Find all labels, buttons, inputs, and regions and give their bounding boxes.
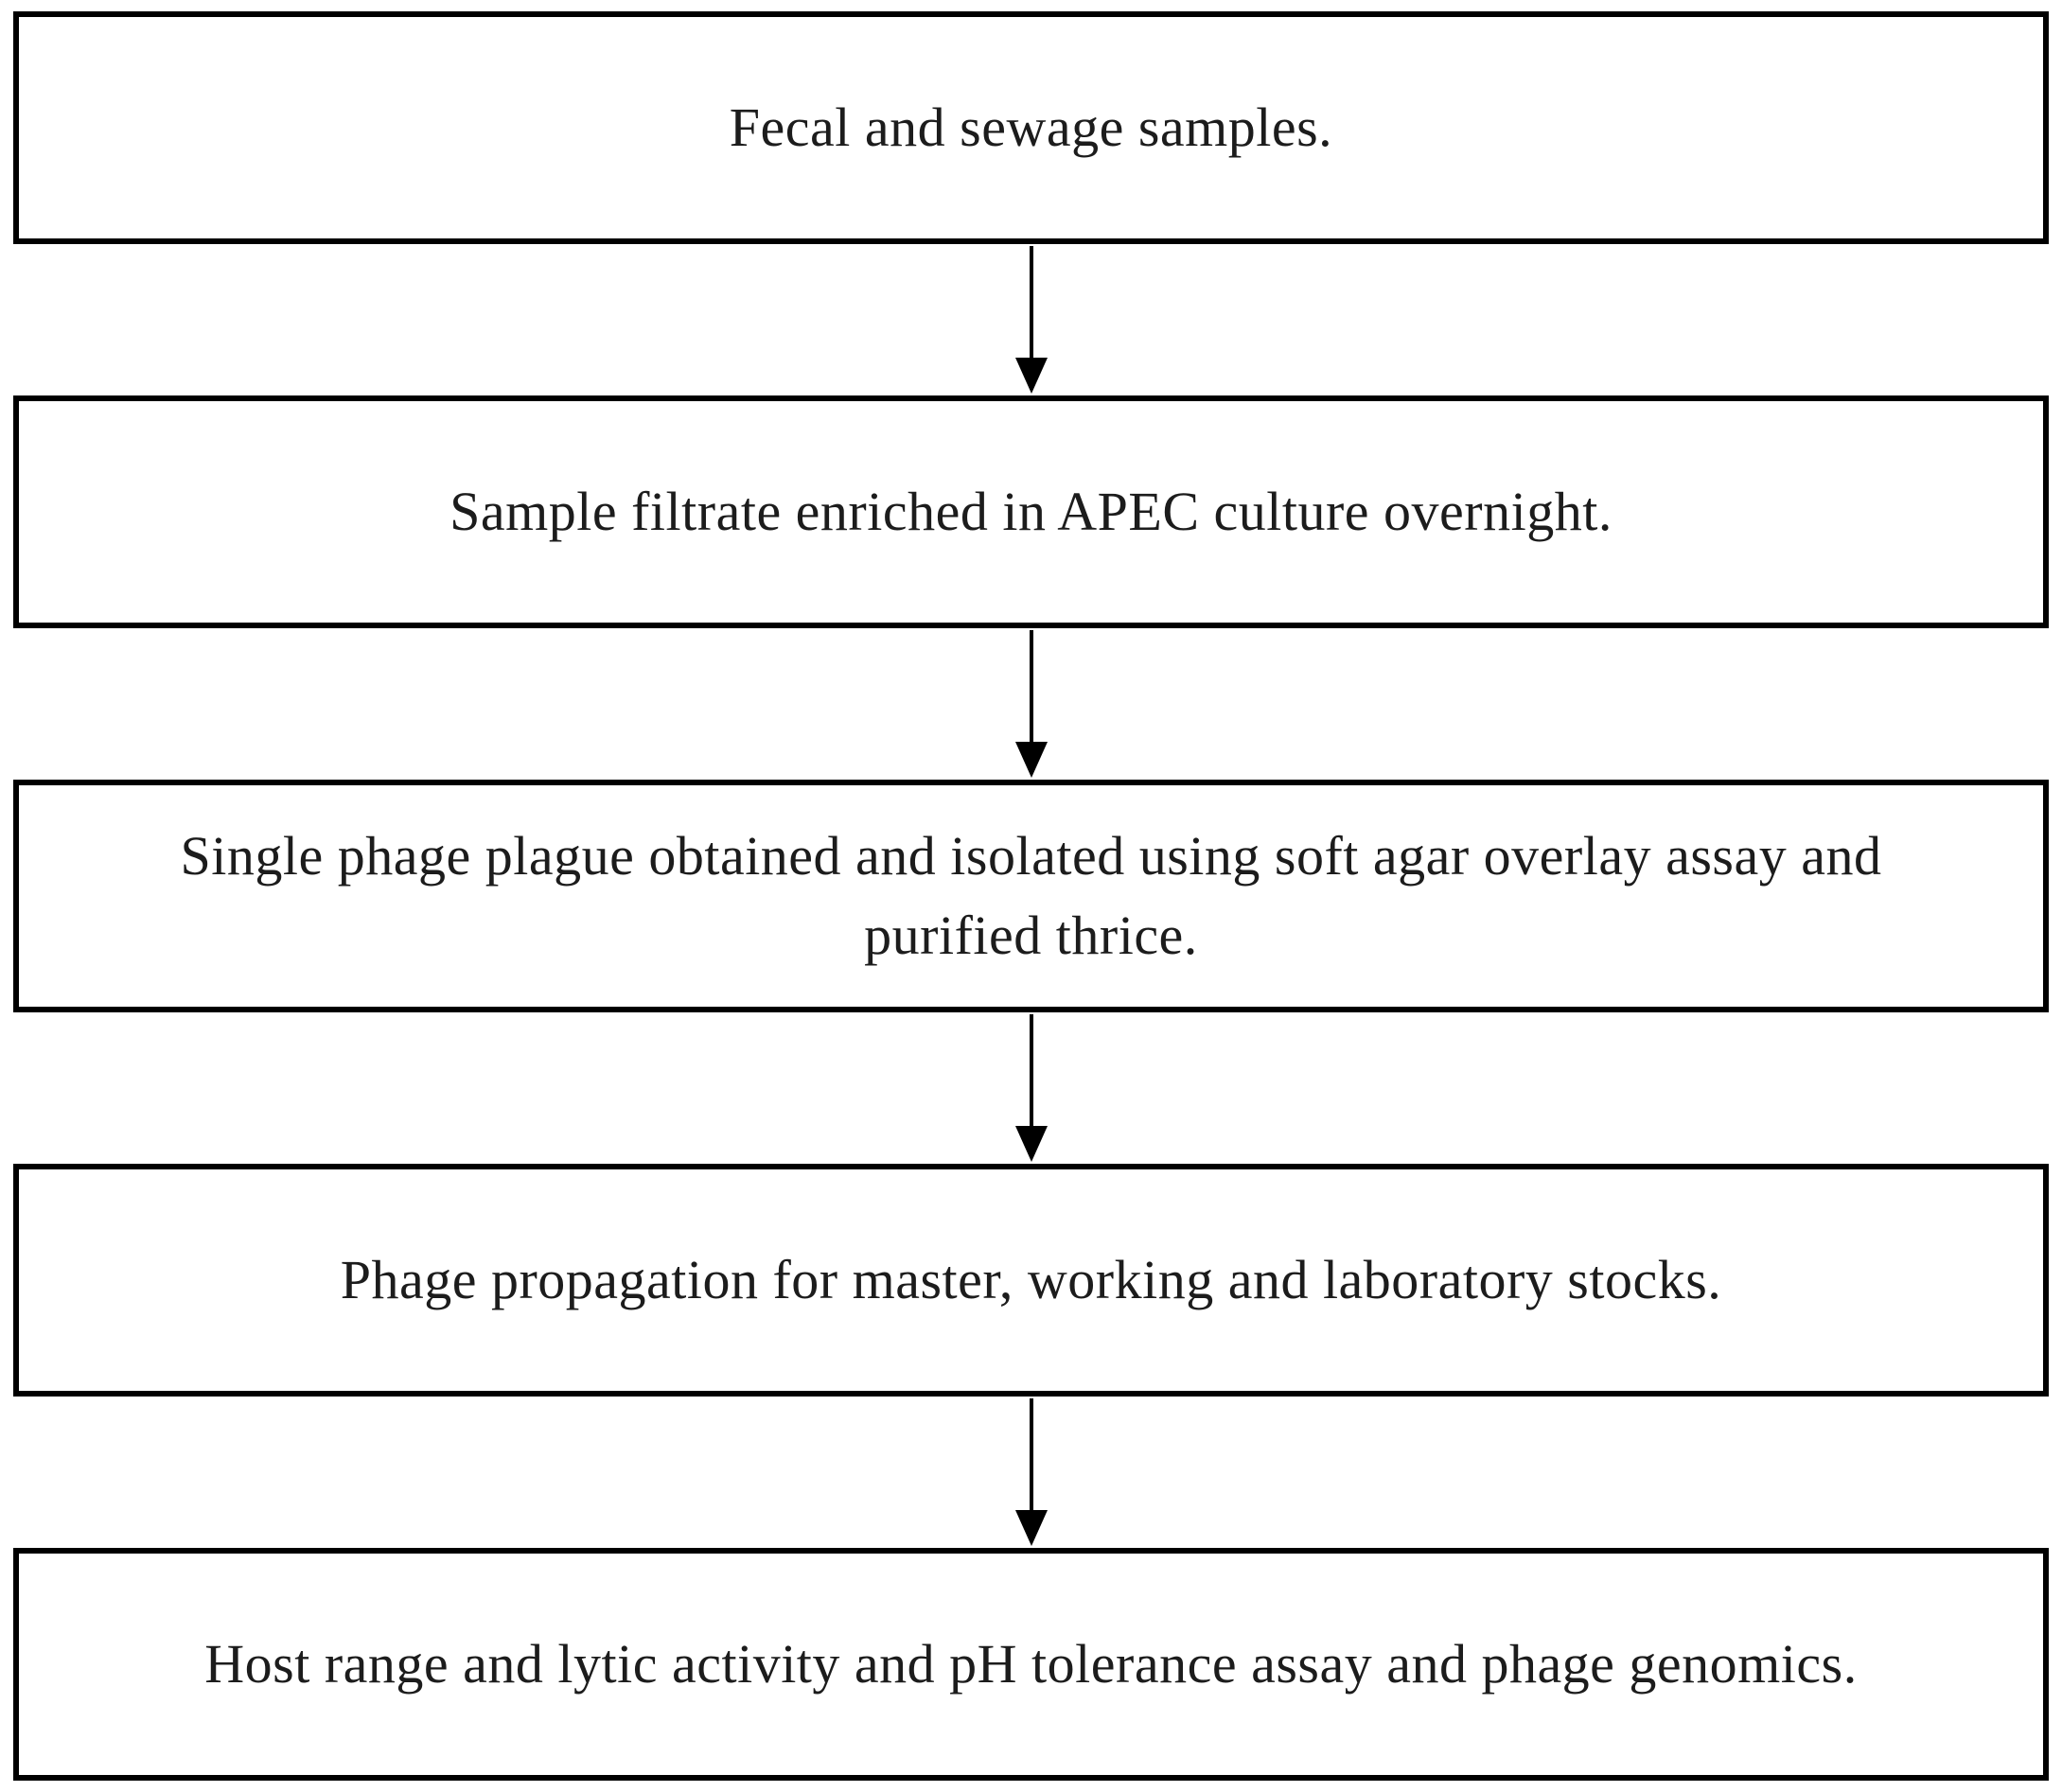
arrow-head bbox=[1015, 1126, 1048, 1162]
flow-step-text: Fecal and sewage samples. bbox=[729, 96, 1333, 158]
arrow-line bbox=[1030, 1398, 1033, 1512]
flow-step-box-4 bbox=[13, 1164, 2049, 1397]
arrow-line bbox=[1030, 246, 1033, 360]
arrow-line bbox=[1030, 630, 1033, 744]
arrow-down-icon bbox=[13, 1012, 2049, 1164]
arrow-head bbox=[1015, 742, 1048, 778]
arrow-down-icon bbox=[13, 1397, 2049, 1548]
arrow-head bbox=[1015, 1510, 1048, 1546]
flow-step-text: Host range and lytic activity and pH tolerance assay and phage genomics. bbox=[204, 1632, 1858, 1695]
flow-step-box-3 bbox=[13, 780, 2049, 1012]
flow-step-box-2 bbox=[13, 395, 2049, 628]
flow-step-text: Single phage plague obtained and isolated using soft agar overlay assay and purified thrice. bbox=[180, 824, 1882, 966]
arrow-down-icon bbox=[13, 244, 2049, 395]
flow-step-text: Sample filtrate enriched in APEC culture overnight. bbox=[449, 480, 1613, 542]
arrow-head bbox=[1015, 358, 1048, 394]
flow-step-box-1 bbox=[13, 11, 2049, 244]
flow-step-text: Phage propagation for master, working and laboratory stocks. bbox=[340, 1248, 1722, 1310]
arrow-down-icon bbox=[13, 628, 2049, 780]
flow-step-box-5 bbox=[13, 1548, 2049, 1781]
arrow-line bbox=[1030, 1014, 1033, 1128]
